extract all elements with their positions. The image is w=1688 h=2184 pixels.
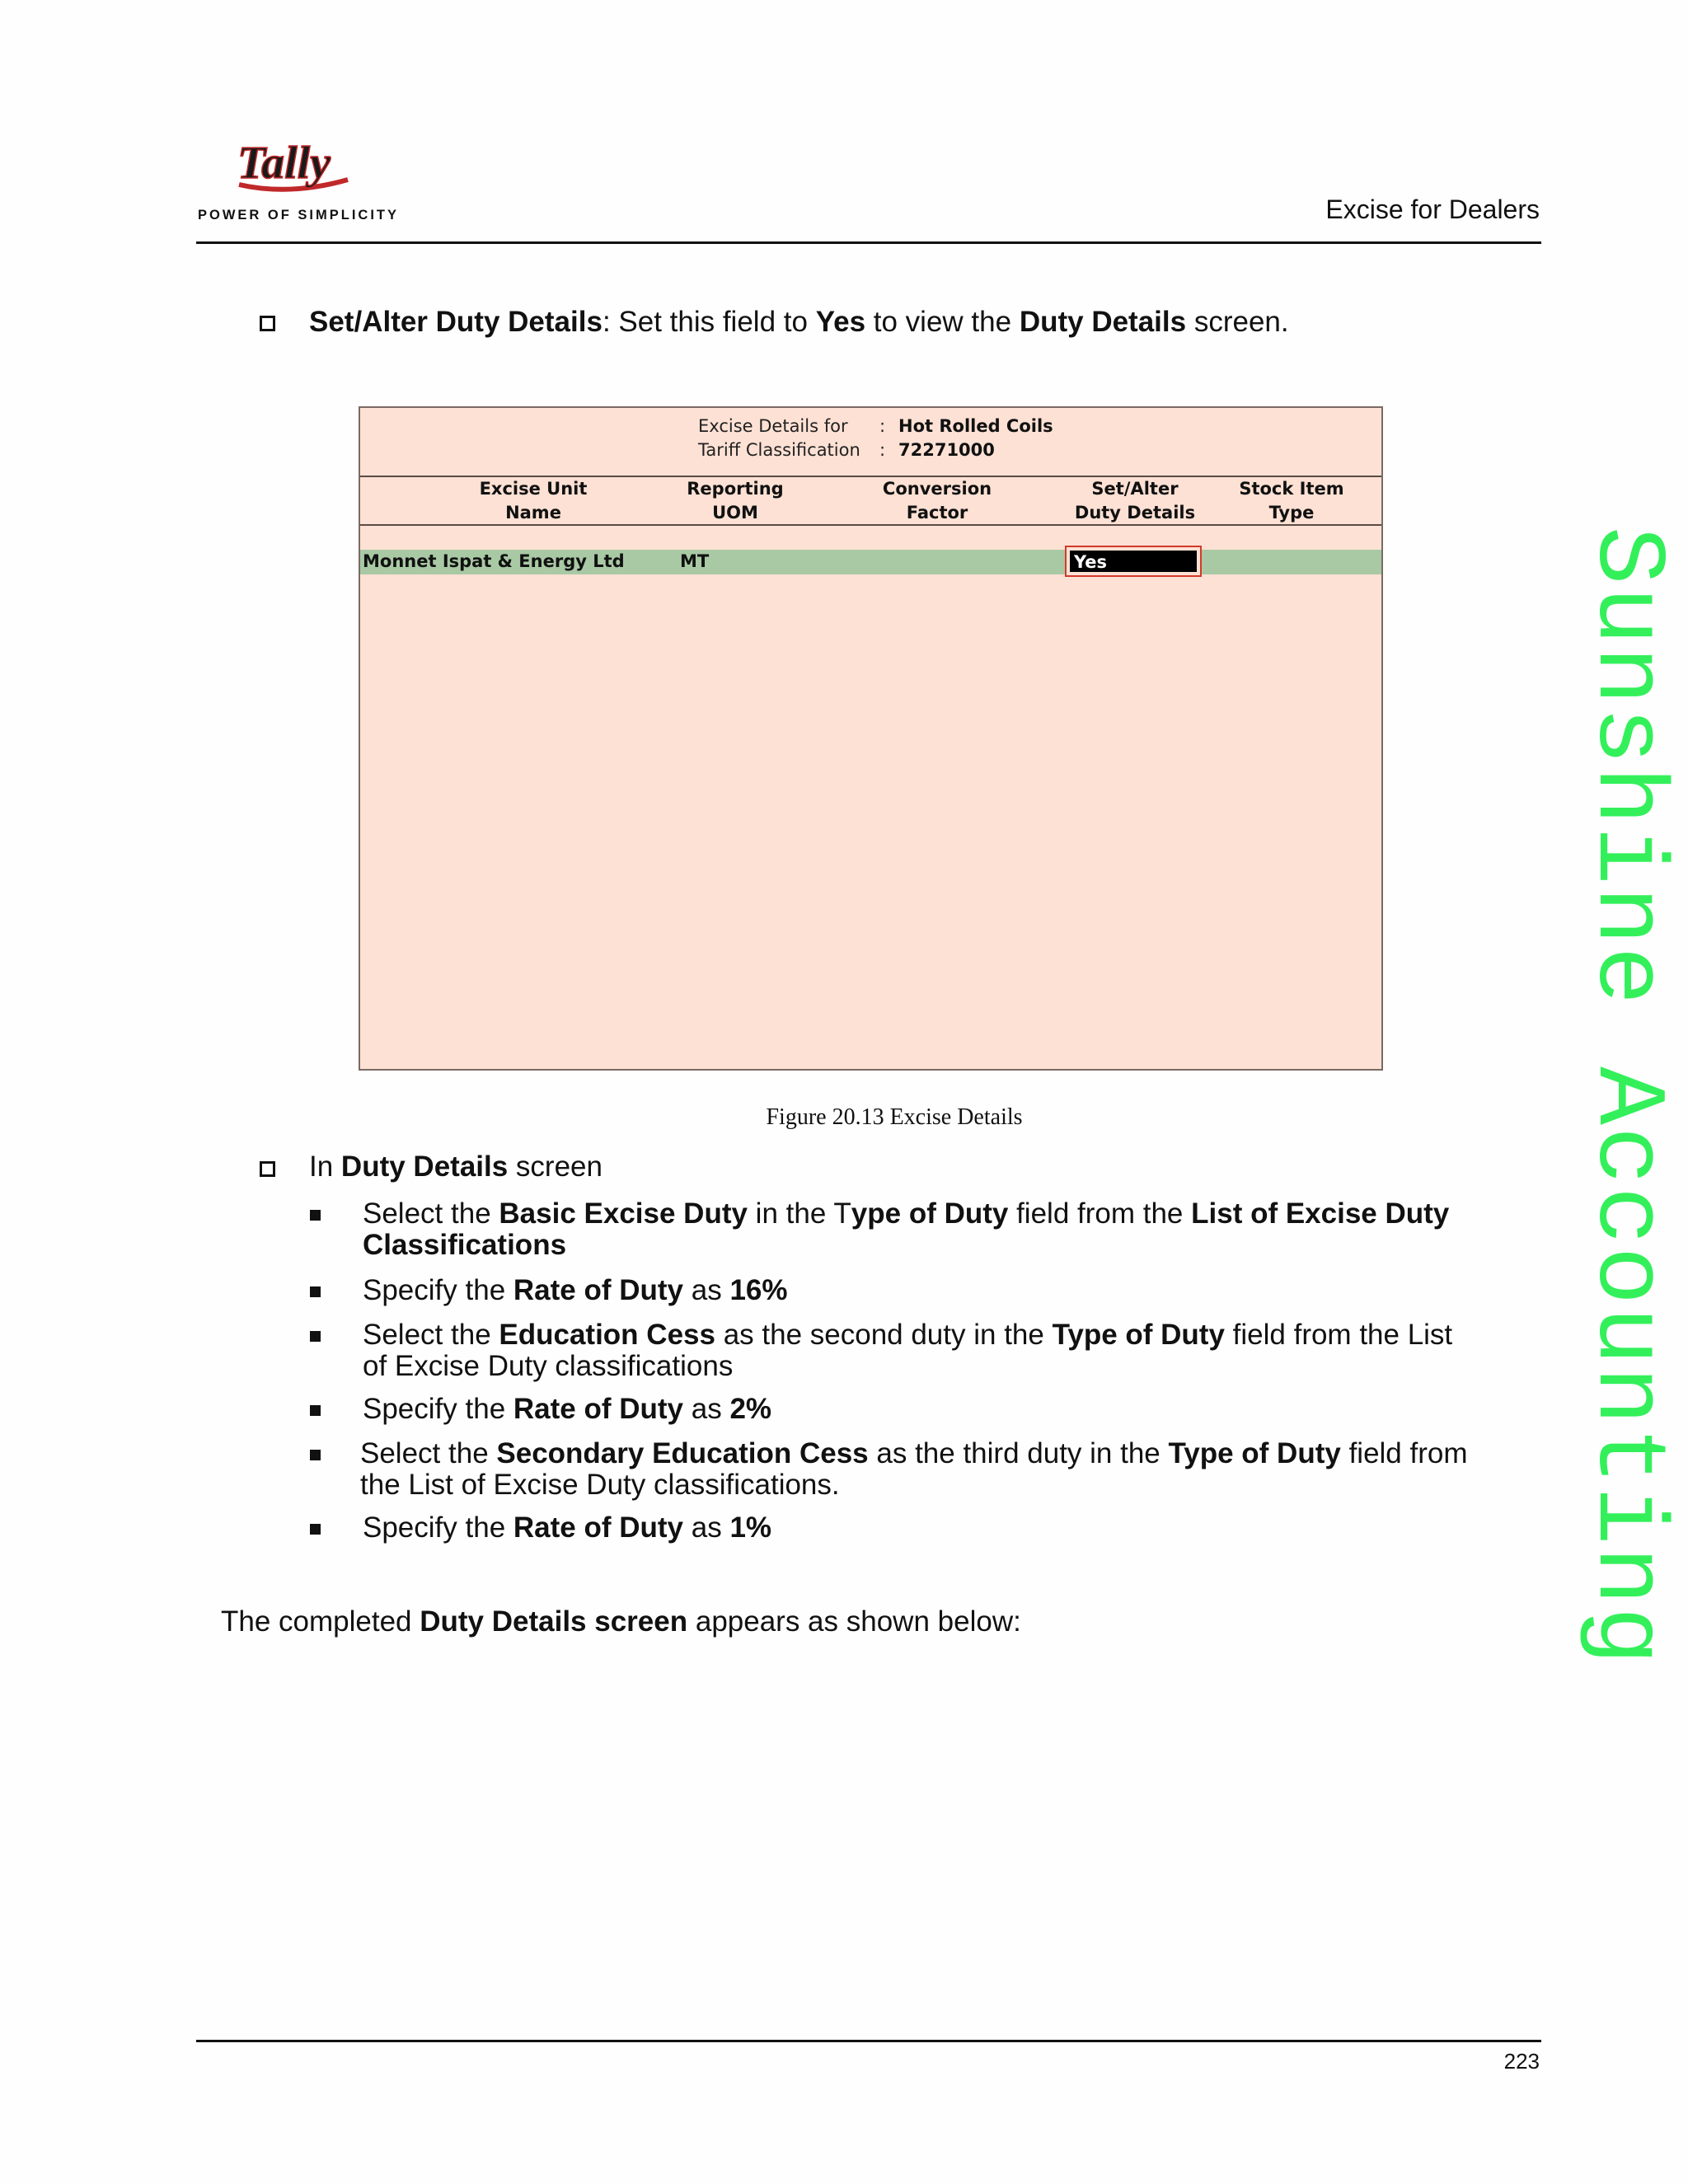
list-item: Specify the Rate of Duty as 1%	[363, 1511, 772, 1544]
tally-logo	[198, 132, 400, 227]
list-item: Specify the Rate of Duty as 2%	[363, 1393, 772, 1425]
tally-logo-mark	[232, 132, 356, 198]
filled-bullet	[310, 1286, 321, 1297]
header-rule	[196, 241, 1541, 244]
section-title: Excise for Dealers	[1325, 194, 1540, 224]
column-header-reporting-uom: Reporting UOM	[687, 479, 784, 523]
filled-bullet	[310, 1331, 321, 1342]
hollow-bullet	[260, 316, 275, 331]
colon: :	[879, 416, 886, 436]
logo-tagline: POWER OF SIMPLICITY	[198, 208, 400, 223]
figure-caption: Figure 20.13 Excise Details	[766, 1104, 1023, 1130]
watermark	[1564, 462, 1688, 1731]
set-alter-value: Yes	[1070, 551, 1197, 572]
excise-details-value: Hot Rolled Coils	[898, 416, 1053, 436]
excise-unit-name-cell: Monnet Ispat & Energy Ltd	[363, 551, 625, 571]
closing-paragraph: The completed Duty Details screen appears as shown below:	[221, 1605, 1021, 1638]
list-item: Select the Secondary Education Cess as the third duty in the Type of Duty field from the List of Excise Duty classifications.	[360, 1437, 1468, 1501]
excise-details-screen	[359, 406, 1383, 1071]
list-item: Specify the Rate of Duty as 16%	[363, 1274, 788, 1306]
duty-details-paragraph: In Duty Details screen	[309, 1151, 603, 1183]
hollow-bullet	[260, 1161, 275, 1177]
footer-rule	[196, 2040, 1541, 2042]
list-item: Select the Basic Excise Duty in the Type of Duty field from the List of Excise Duty Classifications	[363, 1197, 1450, 1261]
watermark-text: Sunshine Accounting	[1571, 526, 1681, 1666]
uom-cell: MT	[680, 551, 710, 571]
set-alter-duty-details-field[interactable]	[1065, 546, 1202, 577]
excise-details-label: Excise Details for	[698, 416, 848, 436]
filled-bullet	[310, 1524, 321, 1535]
filled-bullet	[310, 1405, 321, 1416]
column-header-stock-item-type: Stock Item Type	[1239, 479, 1344, 523]
set-alter-paragraph: Set/Alter Duty Details: Set this field to Yes to view the Duty Details screen.	[309, 306, 1289, 338]
colon: :	[879, 440, 886, 460]
filled-bullet	[310, 1450, 321, 1460]
tariff-value: 72271000	[898, 440, 995, 460]
column-header-excise-unit: Excise Unit Name	[479, 479, 588, 523]
column-header-set-alter: Set/Alter Duty Details	[1074, 479, 1196, 523]
column-header-conversion-factor: Conversion Factor	[882, 479, 992, 523]
page-number: 223	[1503, 2049, 1540, 2074]
svg-text:Tally: Tally	[237, 138, 331, 189]
list-item: Select the Education Cess as the second duty in the Type of Duty field from the List of Excise Duty classifications	[363, 1319, 1453, 1382]
filled-bullet	[310, 1210, 321, 1221]
column-divider	[360, 524, 1381, 526]
tariff-label: Tariff Classification	[698, 440, 860, 460]
